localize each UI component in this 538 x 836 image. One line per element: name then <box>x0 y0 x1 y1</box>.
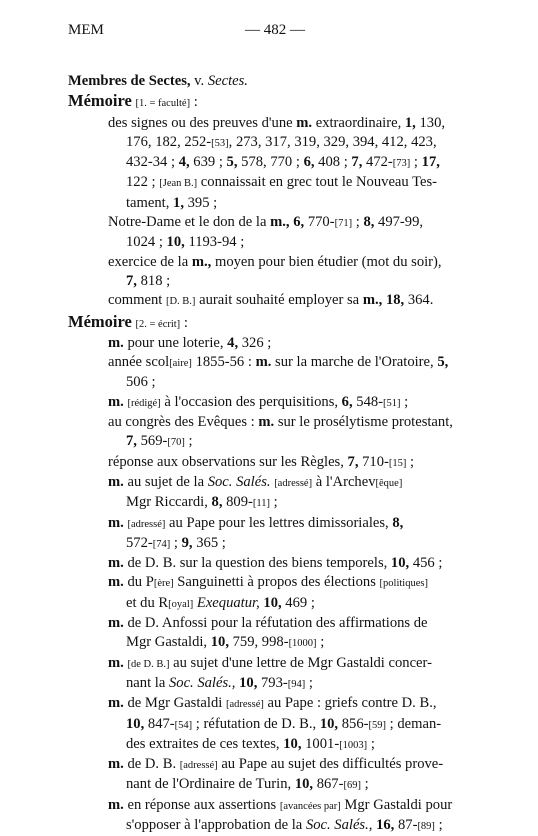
memoire2-line-12: m. de D. B. sur la question des biens temporels, 10, 456 ; <box>108 555 443 572</box>
memoire2-line-20: 10, 847-[54] ; réfutation de D. B., 10, 856-[59] ; deman- <box>126 715 442 732</box>
memoire2-line-21: des extraites de ces textes, 10, 1001-[1003] ; <box>126 735 375 752</box>
running-head: MEM <box>68 22 104 38</box>
entry-memoire-1-lines <box>68 114 484 312</box>
memoire1-line-6: Notre-Dame et le don de la m., 6, 770-[71] ; 8, 497-99, <box>108 214 424 231</box>
memoire2-line-22: m. de D. B. [adressé] au Pape au sujet des difficultés prove- <box>108 756 444 773</box>
memoire2-line-13: m. du P[ère] Sanguinetti à propos des élections [politiques] <box>108 574 428 591</box>
memoire1-line-5: tament, 1, 395 ; <box>126 194 218 211</box>
memoire2-line-24: m. en réponse aux assertions [avancées par] Mgr Gastaldi pour <box>108 796 453 813</box>
entry-head: Mémoire <box>68 91 132 111</box>
page-number: — 482 — <box>245 22 305 38</box>
memoire2-line-7: réponse aux observations sur les Règles, 7, 710-[15] ; <box>108 453 415 470</box>
memoire1-line-9: 7, 818 ; <box>126 272 171 289</box>
entry-memoire-1-heading <box>68 91 484 113</box>
memoire2-line-9: Mgr Riccardi, 8, 809-[11] ; <box>126 494 278 511</box>
memoire2-line-8: m. au sujet de la Soc. Salés. [adressé] à l'Archev[êque] <box>108 473 403 490</box>
memoire2-line-5: au congrès des Evêques : m. sur le prosélytisme protestant, <box>108 414 453 431</box>
memoire2-line-3: 506 ; <box>126 374 156 391</box>
memoire2-line-14: et du R[oyal] Exequatur, 10, 469 ; <box>126 594 315 611</box>
entry-membres-de-sectes <box>68 72 484 91</box>
memoire1-line-2: 176, 182, 252-[53], 273, 317, 319, 329, 394, 412, 423, <box>126 133 437 150</box>
index-content <box>68 72 484 836</box>
memoire2-line-11: 572-[74] ; 9, 365 ; <box>126 534 226 551</box>
memoire2-line-16: Mgr Gastaldi, 10, 759, 998-[1000] ; <box>126 634 325 651</box>
memoire2-line-2: année scol[aire] 1855-56 : m. sur la marche de l'Oratoire, 5, <box>108 354 449 371</box>
entry-head: Mémoire <box>68 311 132 331</box>
memoire1-line-8: exercice de la m., moyen pour bien étudier (mot du soir), <box>108 253 442 270</box>
page-header <box>68 22 482 42</box>
memoire2-line-15: m. de D. Anfossi pour la réfutation des affirmations de <box>108 615 428 632</box>
entry-note: [1. = faculté] <box>135 98 191 110</box>
entry-colon: : <box>180 314 188 331</box>
memoire2-line-17: m. [de D. B.] au sujet d'une lettre de Mgr Gastaldi concer- <box>108 654 432 671</box>
memoire1-line-7: 1024 ; 10, 1193-94 ; <box>126 234 245 251</box>
memoire2-line-6: 7, 569-[70] ; <box>126 433 193 450</box>
memoire1-line-3: 432-34 ; 4, 639 ; 5, 578, 770 ; 6, 408 ; 7, 472-[73] ; 17, <box>126 154 440 171</box>
entry-colon: : <box>190 94 198 111</box>
memoire2-line-23: nant de l'Ordinaire de Turin, 10, 867-[69] ; <box>126 776 369 793</box>
entry-ref: v. <box>190 73 208 89</box>
memoire1-line-10: comment [D. B.] aurait souhaité employer sa m., 18, 364. <box>108 292 434 309</box>
memoire2-line-1: m. pour une loterie, 4, 326 ; <box>108 334 272 351</box>
memoire2-line-10: m. [adressé] au Pape pour les lettres dimissoriales, 8, <box>108 514 404 531</box>
memoire2-line-25: s'opposer à l'approbation de la Soc. Salés., 16, 87-[89] ; <box>126 816 443 833</box>
entry-memoire-2-lines <box>68 334 484 836</box>
memoire2-line-4: m. [rédigé] à l'occasion des perquisitions, 6, 548-[51] ; <box>108 393 409 410</box>
entry-memoire-2-heading <box>68 312 484 334</box>
entry-target: Sectes. <box>207 73 248 89</box>
memoire2-line-18: nant la Soc. Salés., 10, 793-[94] ; <box>126 674 313 691</box>
memoire1-line-1: des signes ou des preuves d'une m. extraordinaire, 1, 130, <box>108 114 446 131</box>
entry-term: Membres de Sectes, <box>68 73 191 89</box>
memoire1-line-4: 122 ; [Jean B.] connaissait en grec tout le Nouveau Tes- <box>126 174 437 191</box>
memoire2-line-19: m. de Mgr Gastaldi [adressé] au Pape : griefs contre D. B., <box>108 695 437 712</box>
entry-note: [2. = écrit] <box>135 318 181 330</box>
